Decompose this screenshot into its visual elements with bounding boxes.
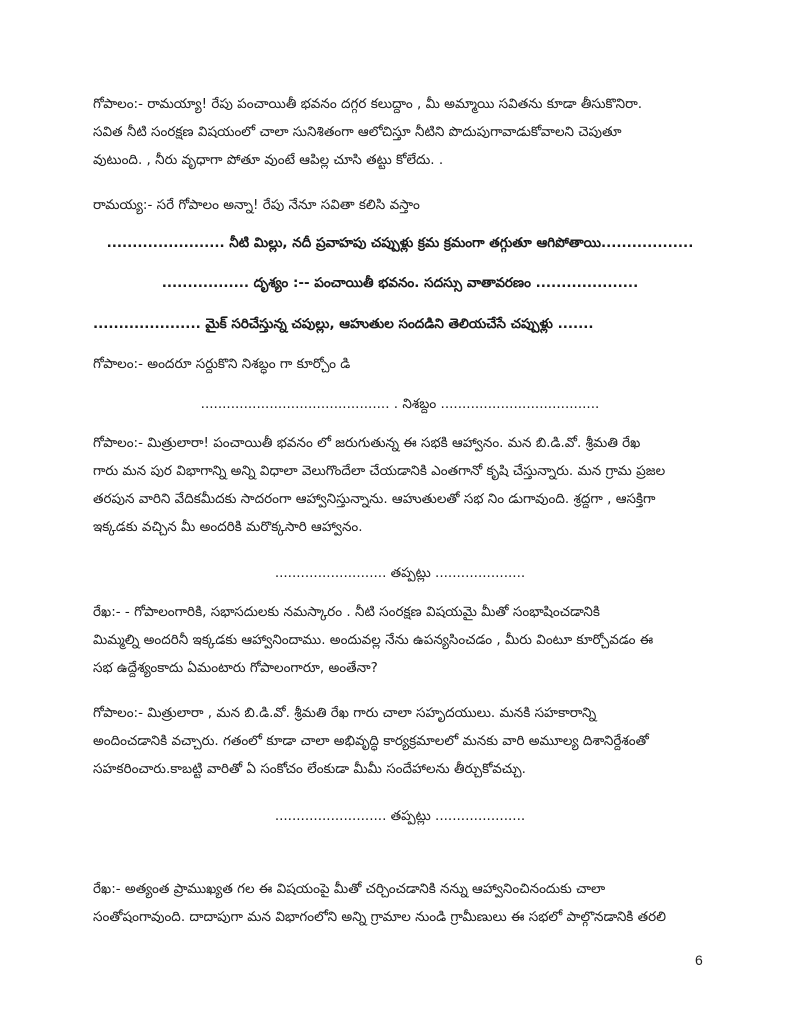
dialogue-line: సవిత నీటి సంరక్షణ విషయంలో చాలా సునిశితంగా ఆలోచిస్తూ నీటిని పొదుపుగావాడుకోవాలని చెపుతూ xyxy=(93,124,622,140)
stage-direction: ....................... నీటి మిల్లు, నదీ ప్రవాహపు చప్పుళ్లు క్రమ క్రమంగా తగ్గుతూ ఆగిపోతాయి.................. xyxy=(106,235,694,251)
stage-direction: .......................... తప్పట్లు ..................... xyxy=(274,808,526,824)
stage-direction: ............................................ . నిశబ్దం ..................................... xyxy=(200,396,600,412)
dialogue-line: గోపాలం:- రామయ్యా! రేపు పంచాయితీ భవనం దగ్గర కలుద్దాం , మీ అమ్మాయి సవితను కూడా తీసుకొనిరా. xyxy=(93,96,643,112)
page-number: 6 xyxy=(695,952,703,968)
dialogue-line: మిమ్మల్ని అందరినీ ఇక్కడకు ఆహ్వానిందాము. అందువల్ల నేను ఉపన్యసించడం , మీరు వింటూ కూర్చోవడం ఈ xyxy=(93,632,654,648)
dialogue-line: గోపాలం:- మిత్రులారా! పంచాయితీ భవనం లో జరుగుతున్న ఈ సభకి ఆహ్వానం. మన బి.డి.వో. శ్రీమతి రేఖ xyxy=(93,435,641,451)
dialogue-line: రేఖ:- - గోపాలంగారికి, సభాసదులకు నమస్కారం . నీటి సంరక్షణ విషయమై మీతో సంభాషించడానికి xyxy=(93,604,600,620)
dialogue-line: తరపున వారిని వేదికమీదకు సాదరంగా ఆహ్వానిస్తున్నాను. ఆహుతులతో సభ నిం డుగావుంది. శ్రద్దగా , ఆసక్తిగా xyxy=(93,491,656,507)
dialogue-line: రామయ్య:- సరే గోపాలం అన్నా! రేపు నేనూ సవితా కలిసి వస్తాం xyxy=(93,197,420,213)
dialogue-line: సహకరించారు.కాబట్టి వారితో ఏ సంకోచం లేంకుడా మీమీ సందేహాలను తీర్చుకోవచ్చు. xyxy=(93,761,526,777)
dialogue-line: గోపాలం:- అందరూ సర్దుకొని నిశబ్ధం గా కూర్చోం డి xyxy=(93,356,351,372)
dialogue-line: వుటుంది. , నీరు వృధాగా పోతూ వుంటే ఆపిల్ల చూసి తట్టు కోలేదు. . xyxy=(93,152,444,168)
dialogue-line: గోపాలం:- మిత్రులారా , మన బి.డి.వో. శ్రీమతి రేఖ గారు చాలా సహృదయులు. మనకి సహకారాన్ని xyxy=(93,705,597,721)
dialogue-line: సంతోషంగావుంది. దాదాపుగా మన విభాగంలోని అన్ని గ్రామాల నుండి గ్రామీణులు ఈ సభలో పాల్గొనడానికి తరలి xyxy=(93,909,667,925)
dialogue-line: రేఖ:- అత్యంత ప్రాముఖ్యత గల ఈ విషయంపై మీతో చర్చించడానికి నన్ను ఆహ్వానించినందుకు చాలా xyxy=(93,881,606,897)
stage-direction: ................. దృశ్యం :-- పంచాయితీ భవనం. సదస్సు వాతావరణం .................... xyxy=(161,275,639,291)
dialogue-line: అందించడానికి వచ్చారు. గతంలో కూడా చాలా అభివృద్ధి కార్యక్రమాలలో మనకు వారి అమూల్య దిశానిర్దేశంతో xyxy=(93,733,649,749)
dialogue-line: గారు మన పుర విభాగాన్ని అన్ని విధాలా వెలుగొందేలా చేయడానికి ఎంతగానో కృషి చేస్తున్నారు. మన గ్రామ ప్రజల xyxy=(93,463,666,479)
stage-direction: .......................... తప్పట్లు ..................... xyxy=(274,565,526,581)
dialogue-line: ఇక్కడకు వచ్చిన మీ అందరికి మరొక్కసారి ఆహ్వానం. xyxy=(93,519,363,535)
dialogue-line: సభ ఉద్దేశ్యంకాదు ఏమంటారు గోపాలంగారూ, అంతేనా? xyxy=(93,660,378,676)
stage-direction: ..................... మైక్ సరిచేస్తున్న చపుల్లు, ఆహుతుల సందడిని తెలియచేసే చప్పుళ్లు ....... xyxy=(93,316,594,332)
